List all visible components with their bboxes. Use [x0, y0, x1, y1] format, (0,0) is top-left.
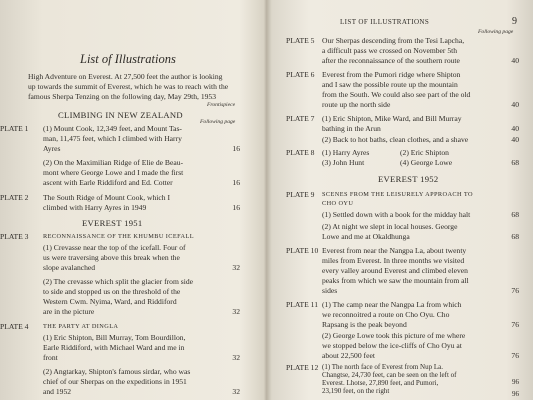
- caption-line: miles from Everest. In three months we visited: [322, 256, 465, 265]
- caption-line: The South Ridge of Mount Cook, which I: [43, 193, 170, 202]
- plate-label: PLATE 3: [0, 232, 29, 241]
- section-heading: EVEREST 1951: [82, 218, 143, 228]
- caption-line: Rapsang is the peak beyond: [322, 320, 407, 329]
- plate-label: PLATE 5: [286, 36, 315, 45]
- plate-heading: SCENES FROM THE LEISURELY APPROACH TO: [322, 191, 473, 198]
- caption-line: to side and stopped us on the threshold of the: [43, 287, 181, 296]
- page-ref: 76: [511, 286, 519, 295]
- caption-line: (1) Mount Cook, 12,349 feet, and Mount Tas-: [43, 124, 182, 133]
- plate-label: PLATE 11: [286, 300, 318, 309]
- page-ref: 32: [232, 307, 240, 316]
- caption-line: sides: [322, 286, 338, 295]
- caption-line: Lowe and me at Okaldhunga: [322, 232, 410, 241]
- caption-line: (1) Eric Shipton, Mike Ward, and Bill Murray: [322, 114, 462, 123]
- caption-line: 23,190 feet, on the right: [322, 387, 390, 395]
- caption-line: from the South. We could also see part of the old: [322, 90, 471, 99]
- caption-line: after the reconnaissance of the southern route: [322, 56, 460, 65]
- caption-line: Earle Riddiford, with Michael Ward and me in: [43, 343, 185, 352]
- caption-line: every valley around Everest and climbed eleven: [322, 266, 468, 275]
- caption-line: a difficult pass we crossed on November 5th: [322, 46, 458, 55]
- plate-label: PLATE 6: [286, 70, 315, 79]
- caption-line: peaks from which we saw the mountain from all: [322, 276, 469, 285]
- plate-label: PLATE 1: [0, 124, 29, 133]
- caption-line: (2) The crevasse which split the glacier from side: [43, 277, 193, 286]
- plate-heading: THE PARTY AT DINGLA: [43, 323, 119, 330]
- caption-line: slope avalanched: [43, 263, 96, 272]
- caption-line: (2) At night we slept in local houses. George: [322, 222, 458, 231]
- page-number: 9: [512, 16, 517, 27]
- page-ref: 16: [232, 144, 240, 153]
- caption-line: ascent with Earle Riddiford and Ed. Cotter: [43, 178, 173, 187]
- frontispiece-line: famous Sherpa Tenzing on the following day, May 29th, 1953: [28, 92, 217, 101]
- caption-line: about 22,500 feet: [322, 351, 375, 360]
- caption-line: (4) George Lowe: [400, 158, 453, 167]
- caption-line: (1) The north face of Everest from Nup La.: [322, 363, 443, 371]
- plate-label: PLATE 12: [286, 363, 319, 372]
- caption-line: Our Sherpas descending from the Tesi Lapcha,: [322, 36, 465, 45]
- page-ref: 76: [511, 320, 519, 329]
- caption-line: (2) Eric Shipton: [400, 148, 449, 157]
- caption-line: chief of our Sherpas on the expeditions in 1951: [43, 377, 187, 386]
- plate-label: PLATE 2: [0, 193, 29, 202]
- page-ref: 40: [511, 100, 519, 109]
- page-ref: 68: [511, 232, 519, 241]
- plate-label: PLATE 7: [286, 114, 315, 123]
- caption-line: us were traversing above this break when the: [43, 253, 180, 262]
- frontispiece-line: High Adventure on Everest. At 27,500 feet the author is looking: [28, 72, 223, 81]
- page-ref: 32: [232, 353, 240, 362]
- page-ref: 96: [512, 390, 519, 398]
- left-page: [0, 0, 258, 400]
- plate-label: PLATE 4: [0, 322, 29, 331]
- caption-line: Everest from near the Nangpa La, about twenty: [322, 246, 467, 255]
- caption-line: (2) On the Maximilian Ridge of Elie de Beau-: [43, 158, 184, 167]
- running-header: LIST OF ILLUSTRATIONS: [340, 18, 430, 26]
- page-ref: 16: [232, 203, 240, 212]
- page-ref: 40: [511, 56, 519, 65]
- page-ref: 40: [511, 124, 519, 133]
- plate-label: PLATE 10: [286, 246, 319, 255]
- following-page-label: Following page: [200, 119, 236, 125]
- plate-heading: CHO OYU: [322, 200, 354, 207]
- caption-line: Changtse, 24,730 feet, can be seen on the left of: [322, 371, 457, 379]
- caption-line: (3) John Hunt: [322, 158, 365, 167]
- caption-line: (1) The camp near the Nangpa La from which: [322, 300, 462, 309]
- caption-line: front: [43, 353, 58, 362]
- frontispiece-line: up towards the summit of Everest, which he was to reach with the: [28, 82, 229, 91]
- right-page: [270, 0, 533, 400]
- caption-line: (2) Angtarkay, Shipton's famous sirdar, who was: [43, 367, 191, 376]
- caption-line: (1) Settled down with a book for the midday halt: [322, 210, 471, 219]
- caption-line: (1) Crevasse near the top of the icefall. Four of: [43, 243, 186, 252]
- page-ref: 96: [512, 378, 519, 386]
- caption-line: (2) George Lowe took this picture of me where: [322, 331, 466, 340]
- plate-label: PLATE 8: [286, 148, 315, 157]
- caption-line: man, 11,475 feet, which I climbed with Harry: [43, 134, 182, 143]
- page-ref: 16: [232, 178, 240, 187]
- caption-line: (2) Back to hot baths, clean clothes, and a shave: [322, 135, 469, 144]
- page-ref: 40: [511, 135, 519, 144]
- page-ref: 68: [511, 210, 519, 219]
- section-heading: EVEREST 1952: [378, 174, 439, 184]
- caption-line: Western Cwm. Nyima, Ward, and Riddiford: [43, 297, 177, 306]
- plate-label: PLATE 9: [286, 190, 315, 199]
- caption-line: Everest. Lhotse, 27,890 feet, and Pumori,: [322, 379, 439, 387]
- caption-line: mont where George Lowe and I made the first: [43, 168, 184, 177]
- section-heading: CLIMBING IN NEW ZEALAND: [58, 110, 183, 120]
- caption-line: we reconnoitred a route on Cho Oyu. Cho: [322, 310, 450, 319]
- plate-heading: RECONNAISSANCE OF THE KHUMBU ICEFALL: [43, 233, 194, 240]
- page-ref: 32: [232, 263, 240, 272]
- caption-line: bathing in the Arun: [322, 124, 381, 133]
- caption-line: (1) Harry Ayres: [322, 148, 370, 157]
- frontispiece-label: Frontispiece: [207, 102, 236, 108]
- page-ref: 68: [511, 158, 519, 167]
- caption-line: Everest from the Pumori ridge where Shipton: [322, 70, 461, 79]
- caption-line: and I saw the possible route up the mountain: [322, 80, 458, 89]
- page-ref: 76: [511, 351, 519, 360]
- caption-line: we stopped below the ice-cliffs of Cho Oyu at: [322, 341, 462, 350]
- caption-line: (1) Eric Shipton, Bill Murray, Tom Bourdillon,: [43, 333, 186, 342]
- caption-line: Ayres: [43, 144, 61, 153]
- caption-line: and 1952: [43, 387, 72, 396]
- caption-line: are in the picture: [43, 307, 95, 316]
- page-title: List of Illustrations: [80, 52, 176, 66]
- page-ref: 32: [232, 387, 240, 396]
- caption-line: route up the north side: [322, 100, 391, 109]
- caption-line: climbed with Harry Ayres in 1949: [43, 203, 147, 212]
- following-page-label: Following page: [478, 29, 514, 35]
